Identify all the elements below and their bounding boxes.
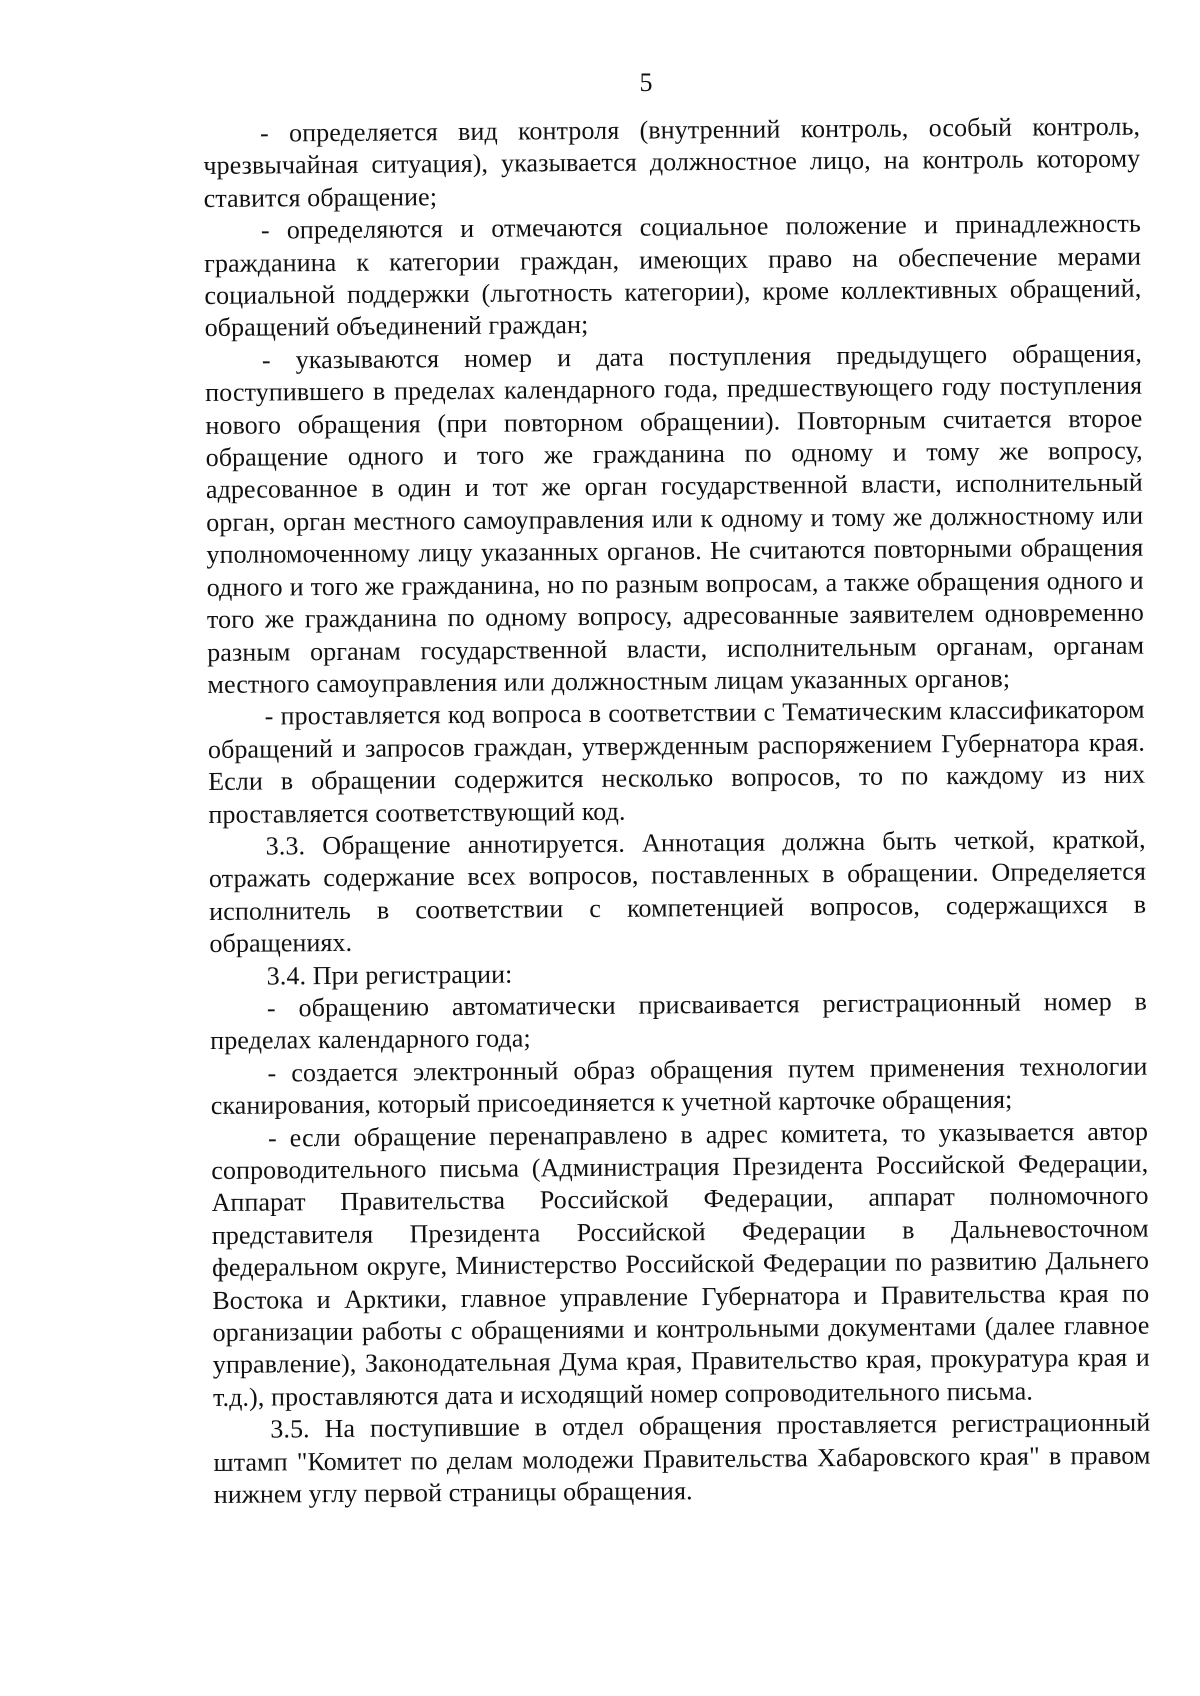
paragraph-section-3-5: 3.5. На поступившие в отдел обращения проставляется регистрационный штамп "Комитет по делам молодежи Правительства Хабаровского края" в правом нижнем углу первой страницы обращения. — [213, 1407, 1151, 1510]
paragraph-electronic-image: - создается электронный образ обращения путем применения технологии сканирования, который присоединяется к учетной карточке обращения; — [210, 1051, 1148, 1121]
paragraph-section-3-3: 3.3. Обращение аннотируется. Аннотация должна быть четкой, краткой, отражать содержание всех вопросов, поставленных в обращении. Определяется исполнитель в соответствии с компетенцией вопросов, содержащихся в обращениях. — [208, 824, 1147, 959]
paragraph-social-status: - определяются и отмечаются социальное положение и принадлежность гражданина к категории граждан, имеющих право на обеспечение мерами социальной поддержки (льготность категории), кроме коллективных обращений, обращений объединений граждан; — [204, 208, 1142, 343]
paragraph-cover-letter: - если обращение перенаправлено в адрес комитета, то указывается автор сопроводительного письма (Администрация Президента Российской Федерации, Аппарат Правительства Российской Федерации, аппарат полномочного представителя Президента Российской Федерации в Дальневосточном федеральном округе, Министерство Российской Федерации по развитию Дальнего Востока и Арктики, главное управление Губернатора и Правительства края по организации работы с обращениями и контрольными документами (далее главное управление), Законодательная Дума края, Правительство края, прокуратура края и т.д.), проставляются дата и исходящий номер сопроводительного письма. — [211, 1116, 1150, 1412]
paragraph-question-code: - проставляется код вопроса в соответствии с Тематическим классификатором обращений и запросов граждан, утвержденным распоряжением Губернатора края. Если в обращении содержится несколько вопросов, то по каждому из них проставляется соответствующий код. — [207, 694, 1146, 829]
paragraph-section-3-4: 3.4. При регистрации: — [266, 959, 513, 991]
document-body — [203, 111, 1151, 1512]
paragraph-registration-number: - обращению автоматически присваивается регистрационный номер в пределах календарного года; — [210, 986, 1148, 1056]
page-number: 5 — [639, 68, 653, 97]
paragraph-control-type: - определяется вид контроля (внутренний контроль, особый контроль, чрезвычайная ситуация), указывается должностное лицо, на контроль которому ставится обращение; — [203, 111, 1141, 213]
paragraph-repeat-appeal: - указываются номер и дата поступления предыдущего обращения, поступившего в пределах календарного года, предшествующего году поступления нового обращения (при повторном обращении). Повторным считается второе обращение одного и того же гражданина по одному и тому же вопросу, адресованное в один и тот же орган государственной власти, исполнительный орган, орган местного самоуправления или к одному и тому же должностному или уполномоченному лицу указанных органов. Не считаются повторными обращения одного и того же гражданина, но по разным вопросам, а также обращения одного и того же гражданина по одному вопросу, адресованные заявителем одновременно разным органам государственной власти, исполнительным органам, органам местного самоуправления или должностным лицам указанных органов; — [205, 338, 1145, 699]
